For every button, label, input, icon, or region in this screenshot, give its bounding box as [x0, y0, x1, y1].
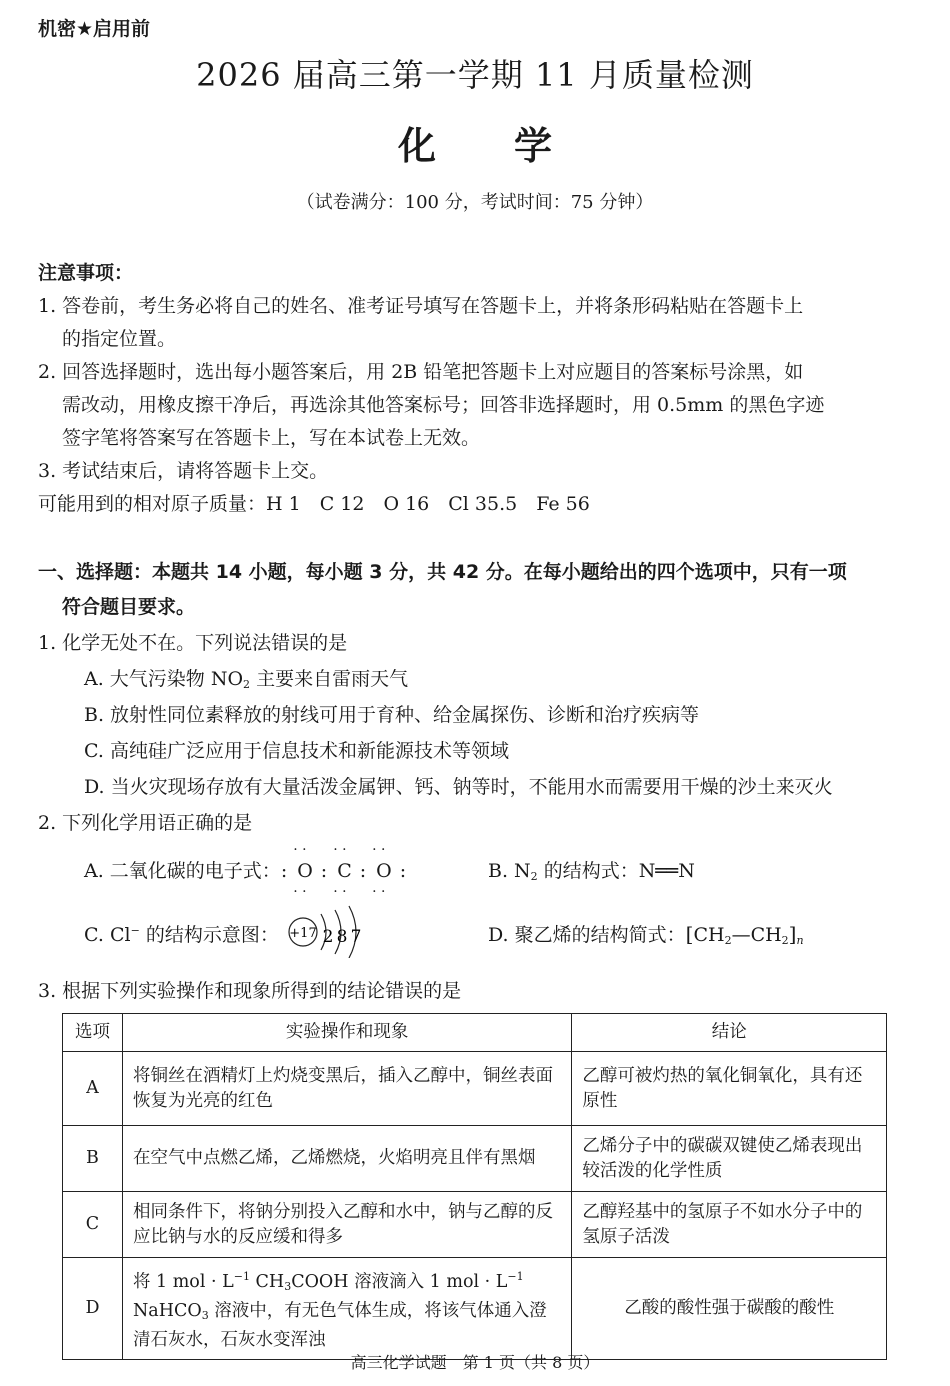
- notice-item-3: 3. 考试结束后，请将答题卡上交。: [38, 460, 329, 482]
- electron-dot-atom: · · C · ·: [337, 860, 352, 882]
- table-cell-option: B: [63, 1126, 123, 1192]
- question-3-stem: 3. 根据下列实验操作和现象所得到的结论错误的是: [38, 980, 462, 1002]
- q1-option-b: B. 放射性同位素释放的射线可用于育种、给金属探伤、诊断和治疗疾病等: [84, 704, 700, 726]
- table-cell-operation: 将铜丝在酒精灯上灼烧变黑后，插入乙醇中，铜丝表面恢复为光亮的红色: [122, 1052, 571, 1126]
- notice-item-2-cont2: 签字笔将答案写在答题卡上，写在本试卷上无效。: [62, 427, 481, 449]
- table-header-cell: 实验操作和现象: [122, 1014, 571, 1052]
- nucleus-charge: +17: [289, 926, 317, 941]
- q2-option-d: D. 聚乙烯的结构简式：$[CH_2—CH_2]_n$: [488, 922, 804, 947]
- q2-option-a: A. 二氧化碳的电子式：:· · O · · :· · C · · :· · O · · :: [84, 856, 408, 883]
- confidential-mark: 机密★启用前: [38, 18, 151, 40]
- table-row: [63, 1126, 887, 1192]
- exam-title: 2026 届高三第一学期 11 月质量检测: [196, 56, 754, 94]
- table-cell-conclusion: 乙酸的酸性强于碳酸的酸性: [572, 1258, 887, 1360]
- table-row: [63, 1192, 887, 1258]
- table-header-row: [63, 1014, 887, 1052]
- table-cell-option: A: [63, 1052, 123, 1126]
- experiment-table: [62, 1013, 887, 1360]
- section-heading-cont: 符合题目要求。: [62, 596, 196, 618]
- question-1-stem: 1. 化学无处不在。下列说法错误的是: [38, 632, 348, 654]
- q1-option-c: C. 高纯硅广泛应用于信息技术和新能源技术等领域: [84, 740, 509, 762]
- table-cell-operation: 相同条件下，将钠分别投入乙醇和水中，钠与乙醇的反应比钠与水的反应缓和得多: [122, 1192, 571, 1258]
- notice-item-2-cont: 需改动，用橡皮擦干净后，再选涂其他答案标号；回答非选择题时，用 0.5mm 的黑色字迹: [62, 394, 825, 416]
- notice-heading: 注意事项：: [38, 262, 134, 284]
- question-2-stem: 2. 下列化学用语正确的是: [38, 812, 253, 834]
- table-cell-operation: 将 1 mol · $L^{-1}$ $CH_3COOH$ 溶液滴入 1 mol · $L^{-1}$ NaHCO$_3$ 溶液中，有无色气体生成，将该气体通入澄清石灰水，石灰水变浑浊: [122, 1258, 571, 1360]
- table-header-cell: 选项: [63, 1014, 123, 1052]
- subject-title: 化 学: [397, 124, 553, 168]
- q2-option-c: C. Cl− 的结构示意图：: [84, 924, 279, 946]
- electron-dot-atom: · · O · ·: [376, 860, 392, 882]
- shell-electrons: 7: [350, 927, 362, 947]
- table-cell-conclusion: 乙醇可被灼热的氧化铜氧化，具有还原性: [572, 1052, 887, 1126]
- section-heading: 一、选择题：本题共 14 小题，每小题 3 分，共 42 分。在每小题给出的四个选项中，只有一项: [38, 561, 847, 583]
- table-row: [63, 1258, 887, 1360]
- shell-electrons: 8: [336, 927, 348, 947]
- notice-item-1: 1. 答卷前，考生务必将自己的姓名、准考证号填写在答题卡上，并将条形码粘贴在答题卡上: [38, 295, 804, 317]
- table-header-cell: 结论: [572, 1014, 887, 1052]
- shell-electrons: 2: [322, 927, 334, 947]
- table-cell-conclusion: 乙醇羟基中的氢原子不如水分子中的氢原子活泼: [572, 1192, 887, 1258]
- page-footer: 高三化学试题 第 1 页（共 8 页）: [350, 1353, 600, 1372]
- table-cell-operation: 在空气中点燃乙烯，乙烯燃烧，火焰明亮且伴有黑烟: [122, 1126, 571, 1192]
- table-cell-conclusion: 乙烯分子中的碳碳双键使乙烯表现出较活泼的化学性质: [572, 1126, 887, 1192]
- table-cell-option: D: [63, 1258, 123, 1360]
- exam-meta: （试卷满分：100 分，考试时间：75 分钟）: [296, 192, 654, 213]
- electron-dot-atom: · · O · ·: [297, 860, 313, 882]
- atomic-structure-diagram: [285, 902, 375, 958]
- table-row: [63, 1052, 887, 1126]
- notice-item-1-cont: 的指定位置。: [62, 328, 177, 350]
- q2-option-b: B. $N_2$ 的结构式：N══N: [488, 860, 695, 883]
- table-cell-option: C: [63, 1192, 123, 1258]
- q1-option-a: A. 大气污染物 $NO_2$ 主要来自雷雨天气: [84, 668, 409, 691]
- atomic-mass: 可能用到的相对原子质量：H 1 C 12 O 16 Cl 35.5 Fe 56: [38, 493, 590, 515]
- notice-item-2: 2. 回答选择题时，选出每小题答案后，用 2B 铅笔把答题卡上对应题目的答案标号涂黑，如: [38, 361, 804, 383]
- q1-option-d: D. 当火灾现场存放有大量活泼金属钾、钙、钠等时，不能用水而需要用干燥的沙土来灭火: [84, 776, 833, 798]
